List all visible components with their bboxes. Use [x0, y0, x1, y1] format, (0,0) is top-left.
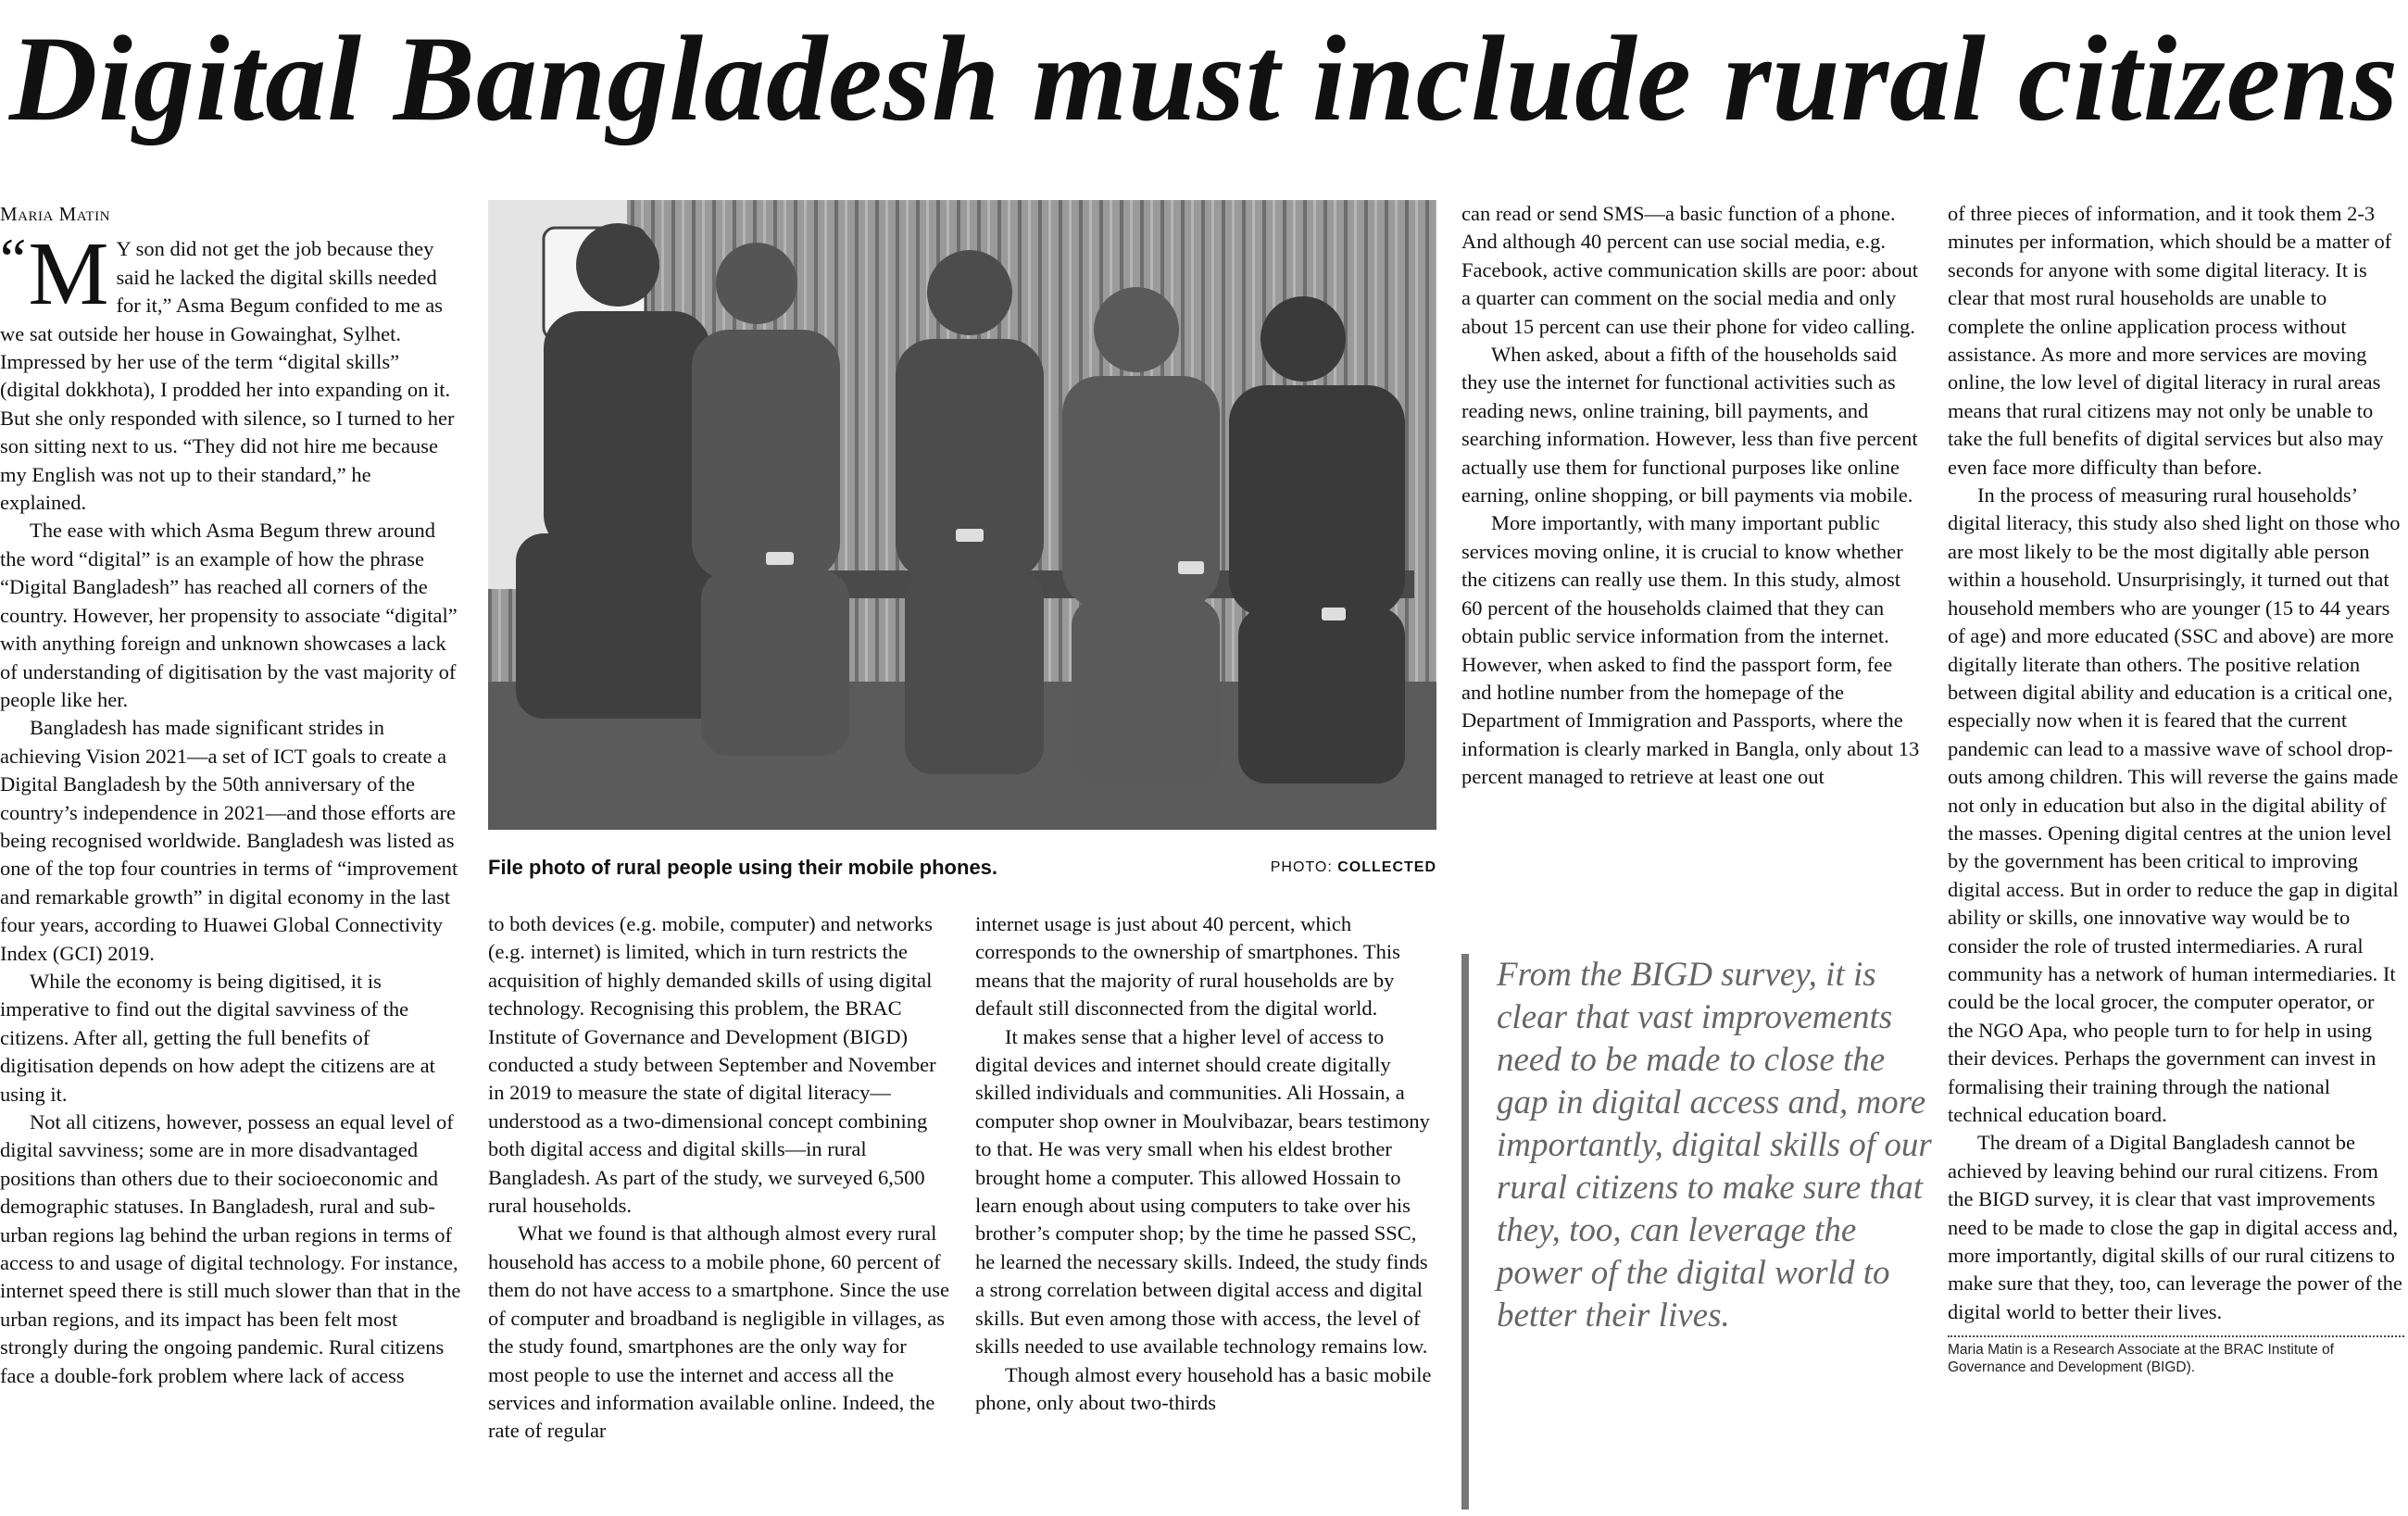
paragraph: More importantly, with many important public services moving online, it is crucial to know whether the citizens can really use them. In this study, almost 60 percent of the households claimed that they can obtain public service information from the internet. However, when asked to find the passport form, fee and hotline number from the homepage of the Department of Immigration and Passports, where the information is clearly marked in Bangla, only about 13 percent managed to retrieve at least one out	[1461, 511, 1920, 789]
paragraph: Though almost every household has a basic mobile phone, only about two-thirds	[975, 1362, 1432, 1414]
paragraph: can read or send SMS—a basic function of a phone. And although 40 percent can use social media, e.g. Facebook, active communication skills are poor: about a quarter can comment on the social media and only about 15 percent can use their phone for video calling.	[1461, 202, 1918, 338]
paragraph: It makes sense that a higher level of access to digital devices and internet should create digitally skilled individuals and communities. Ali Hossain, a computer shop owner in Moulvibazar, bears testimony to that. He was very small when his eldest brother brought home a computer. This allowed Hossain to learn enough about using computers to take over his brother’s computer shop; by the time he passed SSC, he learned the necessary skills. Indeed, the study finds a strong correlation between digital access and digital skills. But even among those with access, the level of skills needed to use available technology remains low.	[975, 1024, 1430, 1359]
paragraph: Not all citizens, however, possess an equal level of digital savviness; some are in more disadvantaged positions than others due to their socioeconomic and demographic statuses. In Bangladesh, rural and sub-urban regions lag behind the urban regions in terms of access to and usage of digital technology. For instance, internet speed there is still much slower than that in the urban regions, and its impact has been felt most strongly during the ongoing pandemic. Rural citizens face a double-fork problem where lack of access	[0, 1110, 461, 1387]
opening-text: Y son did not get the job because they said he lacked the digital skills needed for it,” Asma Begum confided to me as we sat outside her house in Gowainghat, Sylhet. Impressed by her use of the term “digital skills” (digital dokkhota), I prodded her into expanding on it. But she only responded with silence, so I turned to her son sitting next to us. “They did not hire me because my English was not up to their standard,” he explained.	[0, 237, 455, 515]
author-note: Maria Matin is a Research Associate at the BRAC Institute of Governance and Development (BIGD).	[1948, 1335, 2404, 1376]
opening-paragraph	[0, 224, 461, 517]
column-2	[488, 910, 951, 1446]
column-3	[975, 910, 1438, 1417]
column-4	[1461, 200, 1920, 792]
photo-people-with-phones-icon	[488, 200, 1436, 830]
article-photo	[488, 200, 1436, 830]
column-1	[0, 200, 461, 1390]
pull-quote: From the BIGD survey, it is clear that vast improvements need to be made to close the gap in digital access and, more importantly, digital skills of our rural citizens to make sure that they, too, can leverage the power of the digital world to better their lives.	[1461, 954, 1941, 1510]
paragraph: internet usage is just about 40 percent, which corresponds to the ownership of smartphones. This means that the majority of rural households are by default still disconnected from the digital world.	[975, 912, 1400, 1021]
credit-name: COLLECTED	[1337, 859, 1436, 875]
caption-text: File photo of rural people using their mobile phones.	[488, 856, 998, 879]
paragraph: In the process of measuring rural households’ digital literacy, this study also shed light on those who are most likely to be the most digitally able person within a household. Unsurprisingly, it turned out that household members who are younger (15 to 44 years of age) and more educated (SSC and above) are more digitally literate than others. The positive relation between digital ability and education is a critical one, especially now when it is feared that the current pandemic can lead to a massive wave of school drop-outs among children. This will reverse the gains made not only in education but also in the digital ability of the masses. Opening digital centres at the union level by the government has been critical to improving digital access. But in order to reduce the gap in digital ability or skills, one innovative way would be to consider the role of trusted intermediaries. A rural community has a network of human intermediaries. It could be the local grocer, the computer operator, or the NGO Apa, who people turn to for help in using their devices. Perhaps the government can invest in formalising their training through the national technical education board.	[1948, 483, 2401, 1126]
byline: Maria Matin	[0, 203, 110, 225]
headline: Digital Bangladesh must include rural citizens	[8, 10, 2400, 146]
paragraph: of three pieces of information, and it took them 2-3 minutes per information, which should be a matter of seconds for anyone with some digital literacy. It is clear that most rural households are unable to complete the online application process without assistance. As more and more services are moving online, the low level of digital literacy in rural areas means that rural citizens may not only be unable to take the full benefits of digital services but also may even face more difficulty than before.	[1948, 202, 2392, 479]
paragraph: The ease with which Asma Begum threw around the word “digital” is an example of how the phrase “Digital Bangladesh” has reached all corners of the country. However, her propensity to associate “digital” with anything foreign and unknown showcases a lack of understanding of digitisation by the vast majority of people like her.	[0, 519, 458, 711]
open-quote-mark: “	[0, 226, 27, 293]
paragraph: Bangladesh has made significant strides in achieving Vision 2021—a set of ICT goals to create a Digital Bangladesh by the 50th anniversary of the country’s independence in 2021—and those efforts are being recognised worldwide. Bangladesh was listed as one of the top four countries in terms of “improvement and remarkable growth” in digital economy in the last four years, according to Huawei Global Connectivity Index (GCI) 2019.	[0, 716, 458, 965]
column-5	[1948, 200, 2404, 1376]
paragraph: When asked, about a fifth of the households said they use the internet for functional activities such as reading news, online training, bill payments, and searching information. However, less than five percent actually use them for functional purposes like online earning, online shopping, or bill payments via mobile.	[1461, 343, 1918, 507]
paragraph: What we found is that although almost every rural household has access to a mobile phone, 60 percent of them do not have access to a smartphone. Since the use of computer and broadband is negligible in villages, as the study found, smartphones are the only way for most people to use the internet and access all the services and information available online. Indeed, the rate of regular	[488, 1222, 949, 1443]
paragraph: to both devices (e.g. mobile, computer) and networks (e.g. internet) is limited, which in turn restricts the acquisition of highly demanded skills of using digital technology. Recognising this problem, the BRAC Institute of Governance and Development (BIGD) conducted a study between September and November in 2019 to measure the state of digital literacy—understood as a two-dimensional concept combining both digital access and digital skills—in rural Bangladesh. As part of the study, we surveyed 6,500 rural households.	[488, 912, 936, 1218]
credit-prefix: PHOTO:	[1270, 859, 1338, 875]
paragraph: The dream of a Digital Bangladesh cannot be achieved by leaving behind our rural citizens. From the BIGD survey, it is clear that vast improvements need to be made to close the gap in digital access and, more importantly, digital skills of our rural citizens to make sure that they, too, can leverage the power of the digital world to better their lives.	[1948, 1131, 2402, 1323]
paragraph: While the economy is being digitised, it is imperative to find out the digital savviness of the citizens. After all, getting the full benefits of digitisation depends on how adept the citizens are at using it.	[0, 969, 435, 1106]
photo-credit	[1271, 859, 1436, 876]
photo-caption	[488, 856, 1436, 880]
drop-cap: M	[28, 224, 109, 325]
